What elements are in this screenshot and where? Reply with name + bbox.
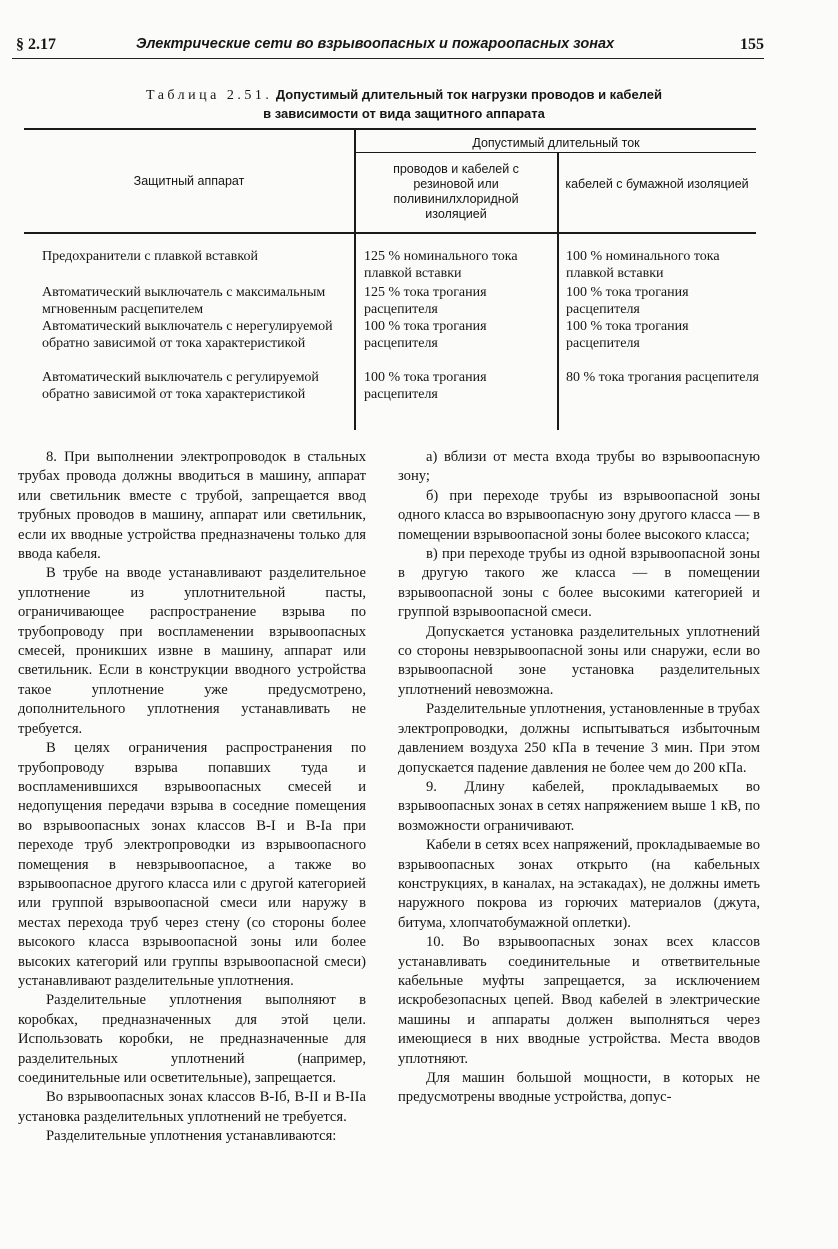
header-apparatus: Защитный аппарат — [133, 174, 245, 188]
paragraph: Разделительные уплотнения, установленные в трубах электропроводки, должны испытываться избыточным давлением воздуха 250 кПа в течение 3 мин. При этом допускается падение давления не более чем до 200 кПа. — [398, 701, 760, 776]
running-title: Электрические сети во взрывоопасных и пожароопасных зонах — [136, 36, 615, 52]
row3-apparatus: Автоматический выключатель с нерегулируемой обратно зависимой от тока характеристикой — [42, 319, 333, 351]
paragraph: б) при переходе трубы из взрывоопасной зоны одного класса во взрывоопасную зону другого класса — в помещении взрывоопасной зоны более высокого класса; — [398, 487, 760, 543]
page-number: 155 — [740, 36, 764, 53]
header-permissible-current: Допустимый длительный ток — [472, 136, 640, 150]
row2-paper: 100 % тока трогания расцепителя — [566, 285, 689, 317]
paragraph: 10. Во взрывоопасных зонах всех классов устанавливать соединительные и ответвительные кабельные муфты запрещается, за исключением искробезопасных цепей. Ввод кабелей в электрические машины и аппараты должен выполняться через имеющиеся в них вводные устройства. Места вводов уплотняют. — [398, 934, 760, 1067]
paragraph: В трубе на вводе устанавливают разделительное уплотнение из уплотнительной пасты, ограничивающее распространение взрыва по трубопроводу при воспламенении взрывоопасных смесей, проникших извне в машину, аппарат или светильник. Если в конструкции вводного устройства такое уплотнение уже предусмотрено, дополнительного уплотнения устанавливать не требуется. — [18, 565, 366, 737]
table-caption-line1: Допустимый длительный ток нагрузки проводов и кабелей — [275, 87, 662, 102]
table-caption-line2: в зависимости от вида защитного аппарата — [263, 106, 545, 121]
paragraph: Для машин большой мощности, в которых не предусмотрены вводные устройства, допус- — [398, 1070, 760, 1106]
paragraph: Разделительные уплотнения устанавливаются: — [46, 1128, 337, 1145]
table-caption-label: Таблица 2.51. — [145, 88, 273, 103]
paragraph: 8. При выполнении электропроводок в стальных трубах провода должны вводиться в машину, аппарат или светильник вместе с трубой, запрещается ввод трубных проводов в машину, аппарат или светильник, если их вводные устройства предназначены только для ввода кабеля. — [18, 449, 366, 563]
header-rule — [12, 58, 764, 59]
paragraph: Кабели в сетях всех напряжений, прокладываемые во взрывоопасных зонах открыто (на кабельных конструкциях, в каналах, на эстакадах), не должны иметь наружного покрова из горючих материалов (джута, битума, хлопчатобумажной оплетки). — [398, 837, 760, 931]
row4-rubber-pvc: 100 % тока трогания расцепителя — [364, 370, 487, 402]
column-divider-1 — [354, 130, 356, 430]
header-rubber-pvc: проводов и кабелей с резиновой или поливинилхлоридной изоляцией — [393, 162, 519, 221]
paragraph: 9. Длину кабелей, прокладываемых во взрывоопасных зонах в сетях напряжением выше 1 кВ, по возможности ограничивают. — [398, 778, 760, 834]
paragraph: Допускается установка разделительных уплотнений со стороны невзрывоопасной зоны или снаружи, если во взрывоопасной зоне установка разделительных уплотнений невозможна. — [398, 623, 760, 698]
section-number: § 2.17 — [16, 36, 56, 53]
right-text-column — [398, 448, 760, 1108]
row1-paper: 100 % номинального тока плавкой вставки — [566, 249, 720, 281]
row2-apparatus: Автоматический выключатель с максимальным мгновенным расцепителем — [42, 285, 326, 317]
group-header-rule — [354, 152, 756, 153]
header-bottom-rule — [24, 232, 756, 234]
left-text-column — [18, 448, 366, 1147]
paragraph: Разделительные уплотнения выполняют в коробках, предназначенных для этой цели. Использовать коробки, не предназначенные для разделительных уплотнений (например, соединительные или осветительные), запрещается. — [18, 992, 366, 1086]
header-paper: кабелей с бумажной изоляцией — [565, 177, 749, 191]
row4-paper: 80 % тока трогания расцепителя — [566, 370, 759, 385]
row1-rubber-pvc: 125 % номинального тока плавкой вставки — [364, 249, 518, 281]
paragraph: а) вблизи от места входа трубы во взрывоопасную зону; — [398, 449, 760, 485]
paragraph: В целях ограничения распространения по трубопроводу взрыва попавших туда и воспламенившихся взрывоопасных смесей и недопущения передачи взрыва в соседние помещения во взрывоопасных зонах классов В-I и В-Iа при переходе труб электропроводки из взрывоопасного помещения в невзрывоопасное, а также во взрывоопасное другого класса или с другой категорией или группой взрывоопасной смеси или наружу в местах перехода труб через стену (со стороны более высокого класса взрывоопасной зоны или более высоких категорий или группы взрывоопасной смеси) устанавливают разделительные уплотнения. — [18, 740, 366, 989]
row4-apparatus: Автоматический выключатель с регулируемой обратно зависимой от тока характеристикой — [42, 370, 319, 402]
paragraph: Во взрывоопасных зонах классов В-Iб, В-II и В-IIа установка разделительных уплотнений не требуется. — [18, 1089, 366, 1125]
row2-rubber-pvc: 125 % тока трогания расцепителя — [364, 285, 487, 317]
paragraph: в) при переходе трубы из одной взрывоопасной зоны в другую такого же класса — в помещении взрывоопасной зоны с более высокими категорией и группой взрывоопасной смеси. — [398, 546, 760, 621]
row1-apparatus: Предохранители с плавкой вставкой — [42, 249, 258, 264]
table-caption — [88, 86, 720, 124]
row3-rubber-pvc: 100 % тока трогания расцепителя — [364, 319, 487, 351]
table-top-rule — [24, 128, 756, 130]
column-divider-2 — [557, 153, 559, 430]
row3-paper: 100 % тока трогания расцепителя — [566, 319, 689, 351]
